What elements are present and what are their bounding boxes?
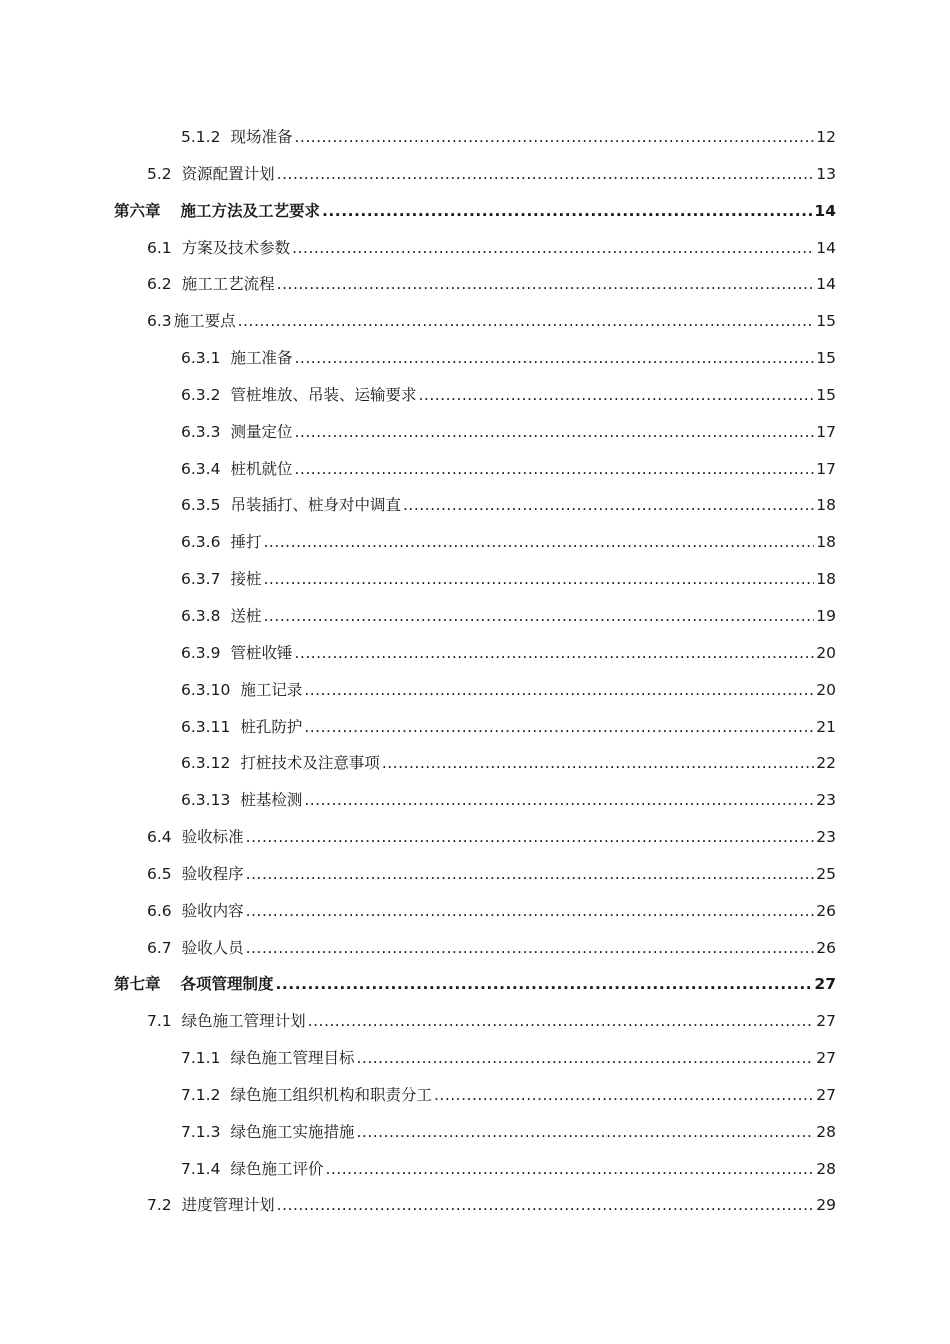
- toc-entry[interactable]: [0, 524, 950, 561]
- toc-entry-title: 验收程序: [181, 864, 244, 883]
- toc-entry-label: [147, 1003, 306, 1040]
- toc-entry-number: 6.3.12: [181, 754, 231, 773]
- toc-entry-label: [181, 377, 416, 414]
- toc-leader-dots: [263, 524, 814, 561]
- toc-entry-number: 7.1: [147, 1012, 172, 1031]
- toc-entry-label: [181, 119, 292, 156]
- toc-entry-title: 接桩: [230, 570, 262, 589]
- toc-leader-dots: [292, 230, 814, 267]
- toc-entry-number: 6.3.6: [181, 533, 221, 552]
- toc-leader-dots: [276, 966, 813, 1003]
- toc-entry-label: [147, 156, 275, 193]
- toc-entry-title: 方案及技术参数: [181, 238, 291, 257]
- toc-entry-label: [181, 1077, 432, 1114]
- toc-leader-dots: [294, 340, 814, 377]
- toc-entry-number: 6.3.2: [181, 385, 221, 404]
- toc-entry[interactable]: [0, 893, 950, 930]
- toc-entry-title: 打桩技术及注意事项: [240, 754, 380, 773]
- toc-entry-number: 6.6: [147, 901, 172, 920]
- toc-leader-dots: [277, 156, 815, 193]
- toc-entry-title: 送桩: [230, 606, 262, 625]
- toc-entry-title: 绿色施工组织机构和职责分工: [230, 1085, 432, 1104]
- toc-entry-label: [181, 598, 261, 635]
- toc-entry-number: 6.3: [147, 312, 172, 331]
- toc-entry-label: [181, 745, 380, 782]
- toc-chapter-entry[interactable]: [0, 193, 950, 230]
- toc-entry-page: 28: [816, 1159, 836, 1178]
- toc-entry-number: 6.5: [147, 864, 172, 883]
- toc-leader-dots: [434, 1077, 814, 1114]
- toc-leader-dots: [277, 266, 815, 303]
- toc-entry-title: 管桩收锤: [230, 643, 293, 662]
- toc-entry-number: 6.3.1: [181, 349, 221, 368]
- toc-entry-label: [147, 230, 290, 267]
- toc-entry-title: 吊装插打、桩身对中调直: [230, 496, 401, 515]
- toc-entry[interactable]: [0, 709, 950, 746]
- toc-entry-label: [181, 414, 292, 451]
- toc-entry-title: 验收人员: [181, 938, 244, 957]
- toc-entry-number: 7.1.3: [181, 1122, 221, 1141]
- toc-entry-title: 绿色施工管理目标: [230, 1049, 355, 1068]
- toc-entry-title: 施工工艺流程: [181, 275, 275, 294]
- toc-entry-number: 6.3.11: [181, 717, 231, 736]
- toc-leader-dots: [294, 635, 814, 672]
- toc-entry-page: 19: [816, 606, 836, 625]
- toc-entry-number: 7.1.4: [181, 1159, 221, 1178]
- toc-entry-number: 6.2: [147, 275, 172, 294]
- toc-entry-number: 6.3.7: [181, 570, 221, 589]
- toc-entry[interactable]: [0, 377, 950, 414]
- toc-entry-page: 14: [814, 201, 836, 220]
- toc-entry-label: [181, 451, 292, 488]
- toc-entry-title: 施工要点: [173, 312, 236, 331]
- toc-chapter-entry[interactable]: [0, 966, 950, 1003]
- toc-entry-page: 14: [816, 275, 836, 294]
- toc-entry-number: 6.3.10: [181, 680, 231, 699]
- toc-entry-page: 18: [816, 570, 836, 589]
- toc-entry-page: 17: [816, 459, 836, 478]
- toc-entry[interactable]: [0, 1187, 950, 1224]
- toc-entry-page: 18: [816, 533, 836, 552]
- toc-entry[interactable]: [0, 1151, 950, 1188]
- toc-entry-label: [181, 487, 401, 524]
- toc-entry-page: 14: [816, 238, 836, 257]
- toc-entry-title: 绿色施工实施措施: [230, 1122, 355, 1141]
- toc-leader-dots: [403, 487, 814, 524]
- toc-leader-dots: [238, 303, 815, 340]
- toc-leader-dots: [246, 893, 815, 930]
- toc-entry-page: 12: [816, 128, 836, 146]
- toc-entry-title: 资源配置计划: [181, 164, 275, 183]
- toc-entry[interactable]: [0, 414, 950, 451]
- toc-entry-page: 25: [816, 864, 836, 883]
- toc-leader-dots: [304, 782, 814, 819]
- toc-leader-dots: [304, 709, 814, 746]
- toc-entry-page: 15: [816, 349, 836, 368]
- toc-entry[interactable]: [0, 819, 950, 856]
- toc-entry-title: 绿色施工管理计划: [181, 1012, 306, 1031]
- toc-entry-page: 13: [816, 164, 836, 183]
- toc-entry-number: 6.4: [147, 828, 172, 847]
- toc-entry-number: 6.3.8: [181, 606, 221, 625]
- toc-entry-page: 29: [816, 1196, 836, 1215]
- toc-entry-title: 桩机就位: [230, 459, 293, 478]
- toc-entry-label: [147, 893, 244, 930]
- toc-entry-label: [147, 1187, 275, 1224]
- toc-entry-number: 6.7: [147, 938, 172, 957]
- toc-entry[interactable]: [0, 487, 950, 524]
- toc-entry-label: [181, 1040, 354, 1077]
- toc-leader-dots: [325, 1151, 814, 1188]
- toc-entry-number: 6.3.9: [181, 643, 221, 662]
- toc-entry-label: [181, 524, 261, 561]
- toc-leader-dots: [294, 414, 814, 451]
- toc-leader-dots: [304, 672, 814, 709]
- toc-entry-number: 5.1.2: [181, 128, 221, 146]
- toc-entry[interactable]: [0, 1003, 950, 1040]
- toc-entry[interactable]: [0, 340, 950, 377]
- toc-entry-page: 23: [816, 828, 836, 847]
- toc-entry-page: 26: [816, 901, 836, 920]
- toc-leader-dots: [277, 1187, 815, 1224]
- toc-entry[interactable]: [0, 598, 950, 635]
- toc-entry-page: 20: [816, 680, 836, 699]
- toc-entry[interactable]: [0, 303, 950, 340]
- toc-entry-title: 施工方法及工艺要求: [180, 201, 321, 220]
- toc-entry-number: 6.3.5: [181, 496, 221, 515]
- toc-leader-dots: [382, 745, 814, 782]
- toc-entry-label: [147, 303, 236, 340]
- toc-entry-page: 23: [816, 791, 836, 810]
- toc-entry[interactable]: [0, 119, 950, 156]
- toc-entry-title: 进度管理计划: [181, 1196, 275, 1215]
- toc-entry-title: 验收标准: [181, 828, 244, 847]
- toc-entry-label: [147, 856, 244, 893]
- toc-leader-dots: [246, 819, 815, 856]
- toc-entry-page: 28: [816, 1122, 836, 1141]
- toc-entry-number: 7.2: [147, 1196, 172, 1215]
- toc-entry[interactable]: [0, 782, 950, 819]
- toc-entry-number: 6.3.4: [181, 459, 221, 478]
- toc-entry-page: 17: [816, 422, 836, 441]
- toc-entry-title: 绿色施工评价: [230, 1159, 324, 1178]
- toc-leader-dots: [356, 1114, 814, 1151]
- toc-entry-label: [181, 709, 302, 746]
- toc-entry-label: [114, 966, 274, 1003]
- toc-entry-page: 27: [814, 975, 836, 994]
- toc-entry-title: 管桩堆放、吊装、运输要求: [230, 385, 417, 404]
- toc-leader-dots: [246, 930, 815, 967]
- toc-entry[interactable]: [0, 930, 950, 967]
- toc-entry-number: 7.1.1: [181, 1049, 221, 1068]
- toc-entry[interactable]: [0, 856, 950, 893]
- toc-entry[interactable]: [0, 230, 950, 267]
- toc-leader-dots: [418, 377, 814, 414]
- toc-entry-number: 第六章: [114, 201, 161, 220]
- toc-leader-dots: [356, 1040, 814, 1077]
- toc-entry-label: [114, 193, 320, 230]
- toc-entry[interactable]: [0, 672, 950, 709]
- toc-entry-page: 27: [816, 1012, 836, 1031]
- toc-entry-label: [181, 1151, 323, 1188]
- toc-entry-number: 6.3.13: [181, 791, 231, 810]
- toc-entry-page: 27: [816, 1085, 836, 1104]
- toc-entry[interactable]: [0, 451, 950, 488]
- toc-leader-dots: [263, 561, 814, 598]
- toc-entry-title: 桩基检测: [240, 791, 303, 810]
- toc-leader-dots: [294, 119, 814, 156]
- toc-entry-title: 捶打: [230, 533, 262, 552]
- toc-entry-page: 26: [816, 938, 836, 957]
- toc-entry-title: 施工准备: [230, 349, 293, 368]
- toc-entry-label: [147, 266, 275, 303]
- toc-entry-title: 现场准备: [230, 128, 293, 146]
- toc-entry-number: 第七章: [114, 975, 161, 994]
- toc-leader-dots: [263, 598, 814, 635]
- toc-entry-page: 15: [816, 385, 836, 404]
- table-of-contents: [0, 119, 950, 1224]
- toc-entry[interactable]: [0, 156, 950, 193]
- toc-entry-label: [147, 930, 244, 967]
- toc-entry-label: [181, 561, 261, 598]
- toc-leader-dots: [322, 193, 812, 230]
- toc-entry-label: [181, 1114, 354, 1151]
- toc-entry[interactable]: [0, 1114, 950, 1151]
- toc-entry-label: [181, 635, 292, 672]
- toc-entry[interactable]: [0, 1040, 950, 1077]
- toc-entry-title: 施工记录: [240, 680, 303, 699]
- toc-entry-number: 6.1: [147, 238, 172, 257]
- toc-entry-title: 各项管理制度: [180, 975, 274, 994]
- toc-entry[interactable]: [0, 1077, 950, 1114]
- toc-entry[interactable]: [0, 745, 950, 782]
- toc-entry-number: 5.2: [147, 164, 172, 183]
- toc-entry-page: 27: [816, 1049, 836, 1068]
- toc-entry-page: 15: [816, 312, 836, 331]
- toc-entry-page: 18: [816, 496, 836, 515]
- toc-entry-title: 桩孔防护: [240, 717, 303, 736]
- toc-entry-page: 22: [816, 754, 836, 773]
- toc-entry-title: 验收内容: [181, 901, 244, 920]
- toc-leader-dots: [308, 1003, 815, 1040]
- toc-entry-number: 7.1.2: [181, 1085, 221, 1104]
- toc-entry-label: [147, 819, 244, 856]
- toc-entry[interactable]: [0, 635, 950, 672]
- toc-entry-page: 20: [816, 643, 836, 662]
- toc-entry-label: [181, 340, 292, 377]
- toc-entry[interactable]: [0, 561, 950, 598]
- toc-leader-dots: [246, 856, 815, 893]
- toc-entry-title: 测量定位: [230, 422, 293, 441]
- toc-entry-number: 6.3.3: [181, 422, 221, 441]
- toc-entry-label: [181, 782, 302, 819]
- toc-entry-label: [181, 672, 302, 709]
- toc-entry[interactable]: [0, 266, 950, 303]
- toc-leader-dots: [294, 451, 814, 488]
- toc-entry-page: 21: [816, 717, 836, 736]
